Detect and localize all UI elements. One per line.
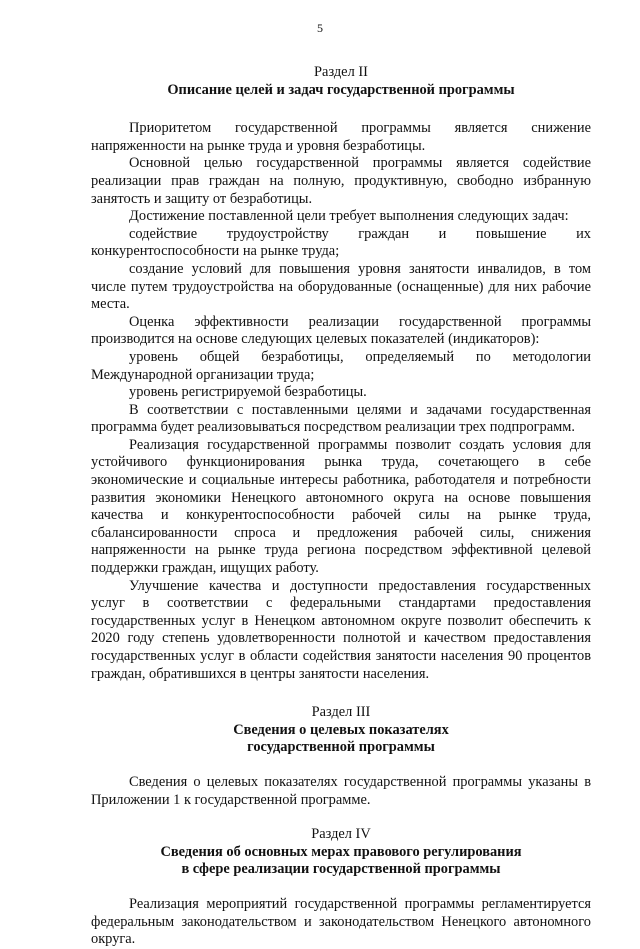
section-3 [91, 704, 591, 809]
paragraph: Реализация государственной программы позволит создать условия для устойчивого функционирования рынка труда, сочетающего в себе экономические и социальные интересы работника, работодателя и потребности развития экономики Ненецкого автономного округа на основе повышения качества и конкурентоспособности рабочей силы на рынке труда, сбалансированности спроса и предложения рабочей силы, снижения напряженности на рынке труда региона посредством эффективной целевой поддержки граждан, ищущих работу. [91, 436, 591, 577]
paragraph: Основной целью государственной программы является содействие реализации прав граждан на полную, продуктивную, свободно избранную занятость и защиту от безработицы. [91, 155, 591, 207]
section-number: Раздел III [311, 704, 371, 721]
document-body [91, 64, 591, 949]
paragraph: уровень регистрируемой безработицы. [129, 384, 367, 401]
section-title: Сведения о целевых показателях [233, 721, 449, 738]
paragraph: В соответствии с поставленными целями и задачами государственная программа будет реализовываться посредством реализации трех подпрограмм. [91, 401, 591, 436]
section-4 [91, 826, 591, 949]
paragraph: Сведения о целевых показателях государственной программы указаны в Приложении 1 к государственной программе. [91, 773, 591, 808]
section-2 [91, 64, 591, 683]
paragraph: содействие трудоустройству граждан и повышение их конкурентоспособности на рынке труда; [91, 225, 591, 260]
paragraph: уровень общей безработицы, определяемый по методологии Международной организации труда; [91, 348, 591, 383]
paragraph: создание условий для повышения уровня занятости инвалидов, в том числе путем трудоустройства на оборудованные (оснащенные) для них рабочие места. [91, 260, 591, 313]
section-title: в сфере реализации государственной программы [181, 861, 501, 878]
paragraph: Оценка эффективности реализации государственной программы производится на основе следующих целевых показателей (индикаторов): [91, 313, 591, 348]
section-title: государственной программы [247, 739, 435, 756]
section-title: Сведения об основных мерах правового регулирования [160, 843, 522, 860]
section-number: Раздел II [314, 64, 368, 80]
section-number: Раздел IV [311, 826, 371, 843]
paragraph: Улучшение качества и доступности предоставления государственных услуг в соответствии с федеральными стандартами предоставления государственных услуг в Ненецком автономном округе позволит обеспечить к 2020 году степень удовлетворенности полнотой и качеством предоставления государственных услуг в области содействия занятости населения 90 процентов граждан, обратившихся в центры занятости населения. [91, 577, 591, 682]
paragraph: Реализация мероприятий государственной программы регламентируется федеральным законодательством и законодательством Ненецкого автономного округа. [91, 895, 591, 948]
page-number: 5 [317, 21, 323, 35]
paragraph: Приоритетом государственной программы является снижение напряженности на рынке труда и уровня безработицы. [91, 120, 591, 154]
paragraph: Достижение поставленной цели требует выполнения следующих задач: [129, 208, 569, 225]
section-title: Описание целей и задач государственной программы [167, 81, 515, 98]
